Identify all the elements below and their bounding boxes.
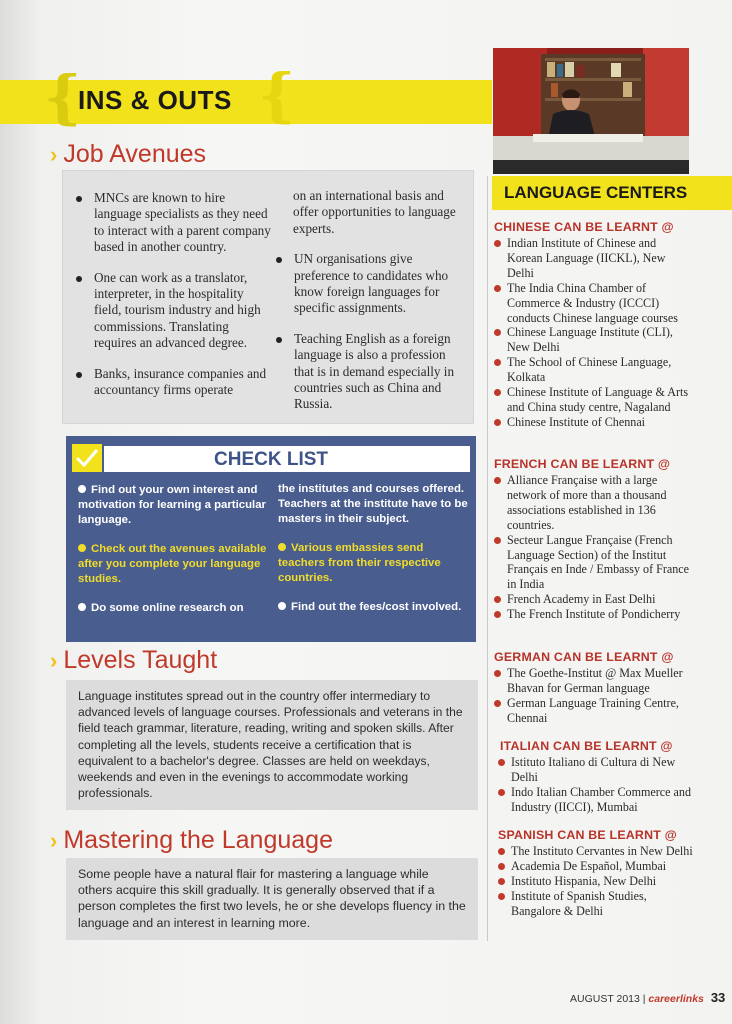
list-item: Chinese Language Institute (CLI), New Delhi — [494, 325, 694, 355]
levels-title: Levels Taught — [63, 646, 218, 674]
list-item: The Goethe-Institut @ Max Mueller Bhavan for German language — [494, 666, 694, 696]
list-item: UN organisations give preference to candidates who know foreign languages for specific assignments. — [276, 251, 466, 317]
checklist-item-1 — [78, 483, 274, 529]
checklist-item-text: Find out the fees/cost involved. — [291, 601, 462, 613]
list-item: Banks, insurance companies and accountancy firms operate — [76, 366, 272, 399]
list-item: Instituto Hispania, New Delhi — [498, 874, 698, 889]
checklist-item-text: Do some online research on — [91, 602, 244, 614]
italian-heading: ITALIAN CAN BE LEARNT @ — [500, 739, 673, 753]
checkmark-icon — [72, 444, 102, 472]
levels-heading — [50, 646, 217, 675]
footer-brand: careerlinks — [648, 993, 704, 1005]
column-divider — [487, 176, 488, 941]
footer-date: AUGUST 2013 — [570, 993, 640, 1005]
list-item: The India China Chamber of Commerce & Industry (ICCCI) conducts Chinese language courses — [494, 281, 694, 326]
list-item: Indian Institute of Chinese and Korean Language (IICKL), New Delhi — [494, 236, 694, 281]
list-item: MNCs are known to hire language specialists as they need to interact with a parent company based in another country. — [76, 190, 272, 256]
checklist-item-5 — [278, 600, 472, 615]
list-item: Chinese Institute of Chennai — [494, 415, 694, 430]
list-item: Secteur Langue Française (French Language Section) of the Institut Français en Inde / Embassy of France in India — [494, 533, 694, 593]
checklist-item-text: Various embassies send teachers from their respective countries. — [278, 542, 441, 585]
footer-separator: | — [642, 993, 646, 1005]
list-item: Indo Italian Chamber Commerce and Industry (IICCI), Mumbai — [498, 785, 698, 815]
checklist-item-text: Check out the avenues available after you complete your language studies. — [78, 543, 267, 586]
list-item: The School of Chinese Language, Kolkata — [494, 355, 694, 385]
list-item: German Language Training Centre, Chennai — [494, 696, 694, 726]
checklist-item-text: Find out your own interest and motivation for learning a particular language. — [78, 484, 266, 527]
language-centers-title: LANGUAGE CENTERS — [504, 183, 688, 202]
list-item: One can work as a translator, interpreter, in the hospitality field, tourism industry and high commissions. Translating requires an advanced degree. — [76, 270, 272, 352]
italian-list — [498, 755, 698, 815]
job-avenues-col1 — [76, 190, 272, 412]
bullet-icon — [78, 603, 86, 611]
german-list — [494, 666, 694, 726]
german-heading: GERMAN CAN BE LEARNT @ — [494, 650, 674, 664]
chevron-right-icon: › — [50, 648, 58, 673]
checklist-item-1-continued: the institutes and courses offered. Teachers at the institute have to be masters in their subject. — [278, 483, 468, 526]
right-brace-decoration: { — [258, 61, 296, 129]
left-brace-decoration: { — [44, 63, 82, 131]
job-avenues-title: Job Avenues — [63, 140, 207, 168]
checklist-title: CHECK LIST — [214, 449, 328, 470]
list-item: French Academy in East Delhi — [494, 592, 694, 607]
french-list — [494, 473, 694, 622]
chinese-list — [494, 236, 694, 430]
levels-paragraph: Language institutes spread out in the country offer intermediary to advanced levels of language courses. Professionals and veterans in the field teach grammar, literature, reading, writing and spoken skills. After completing all the levels, students receive a certification that is equivalent to a bachelor's degree. Classes are held on weekdays, weekends and even in the evenings to accommodate working professionals. — [78, 689, 463, 801]
bullet-icon — [278, 602, 286, 610]
levels-text-box — [66, 680, 478, 810]
job-avenues-heading — [50, 140, 206, 169]
job-avenues-col2 — [276, 188, 466, 427]
page-number: 33 — [710, 990, 726, 1005]
list-item: Alliance Française with a large network of more than a thousand associations established in 136 countries. — [494, 473, 694, 533]
checklist-item-3 — [278, 541, 472, 587]
chevron-right-icon: › — [50, 142, 58, 167]
list-item: The French Institute of Pondicherry — [494, 607, 694, 622]
mastering-paragraph: Some people have a natural flair for mastering a language while others acquire this skill gradually. It is generally observed that if a person completes the first two levels, he or she develops fluency in the language and an interest in learning more. — [78, 867, 466, 930]
spanish-heading: SPANISH CAN BE LEARNT @ — [498, 828, 677, 842]
checklist-item-4 — [78, 601, 274, 616]
mastering-title: Mastering the Language — [63, 826, 333, 854]
bullet-icon — [78, 544, 86, 552]
list-item-continued: on an international basis and offer opportunities to language experts. — [293, 188, 456, 236]
checklist-item-2 — [78, 542, 274, 588]
french-heading: FRENCH CAN BE LEARNT @ — [494, 457, 671, 471]
list-item: The Instituto Cervantes in New Delhi — [498, 844, 698, 859]
chevron-right-icon: › — [50, 828, 58, 853]
mastering-heading — [50, 826, 333, 855]
bullet-icon — [278, 543, 286, 551]
list-item: Chinese Institute of Language & Arts and China study centre, Nagaland — [494, 385, 694, 415]
chinese-heading: CHINESE CAN BE LEARNT @ — [494, 220, 674, 234]
list-item: Institute of Spanish Studies, Bangalore & Delhi — [498, 889, 698, 919]
mastering-text-box — [66, 858, 478, 940]
list-item: Teaching English as a foreign language is also a profession that is in demand especially in countries such as China and Russia. — [276, 331, 466, 413]
spanish-list — [498, 844, 698, 919]
list-item: Istituto Italiano di Cultura di New Delhi — [498, 755, 698, 785]
bullet-icon — [78, 485, 86, 493]
list-item: Academia De Español, Mumbai — [498, 859, 698, 874]
page-footer — [570, 990, 725, 1005]
student-photo — [493, 48, 689, 174]
page-title: INS & OUTS — [78, 85, 232, 115]
